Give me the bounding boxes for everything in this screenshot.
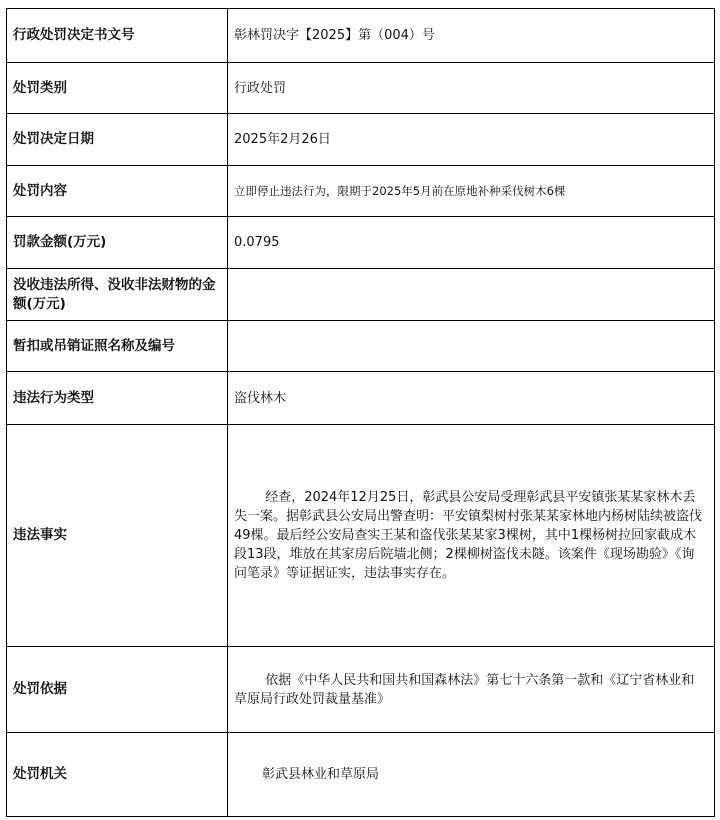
decision-number-label: 行政处罚决定书文号 <box>7 9 228 63</box>
table-row <box>7 647 715 733</box>
confiscation-amount-value <box>228 269 715 321</box>
penalty-type-value: 行政处罚 <box>228 63 715 114</box>
penalty-authority-text: 彰武县林业和草原局 <box>262 767 380 782</box>
decision-date-label: 处罚决定日期 <box>7 114 228 166</box>
penalty-authority-cell <box>228 733 715 817</box>
violation-facts-text: 经查，2024年12月25日，彰武县公安局受理彰武县平安镇张某某家林木丢失一案。据彰武县公安局出警查明：平安镇梨树村张某某家林地内杨树陆续被盗伐49棵。最后经公安局查实王某和盗伐张某某家3棵树，其中1棵杨树拉回家截成木段13段，堆放在其家房后院墙北侧；2棵柳树盗伐未隧。该案件《现场勘验》《询问笔录》等证据证实，违法事实存在。 <box>234 490 703 581</box>
table-row <box>7 63 715 114</box>
confiscation-amount-label: 没收违法所得、没收非法财物的金额(万元) <box>7 269 228 321</box>
penalty-basis-label: 处罚依据 <box>7 647 228 733</box>
penalty-basis-text: 依据《中华人民共和国共和国森林法》第七十六条第一款和《辽宁省林业和草原局行政处罚裁量基准》 <box>234 672 695 707</box>
table-row <box>7 217 715 269</box>
table-row <box>7 114 715 166</box>
license-suspension-value <box>228 321 715 372</box>
violation-facts-cell <box>228 425 715 647</box>
violation-type-label: 违法行为类型 <box>7 372 228 425</box>
fine-amount-label: 罚款金额(万元) <box>7 217 228 269</box>
fine-amount-value: 0.0795 <box>228 217 715 269</box>
violation-facts-label: 违法事实 <box>7 425 228 647</box>
table-row <box>7 321 715 372</box>
decision-number-value: 彰林罚决字【2025】第（004）号 <box>228 9 715 63</box>
penalty-content-value: 立即停止违法行为，限期于2025年5月前在原地补种采伐树木6棵 <box>228 166 715 217</box>
penalty-authority-label: 处罚机关 <box>7 733 228 817</box>
penalty-type-label: 处罚类别 <box>7 63 228 114</box>
penalty-basis-cell <box>228 647 715 733</box>
table-row <box>7 372 715 425</box>
violation-type-value: 盗伐林木 <box>228 372 715 425</box>
table-row <box>7 9 715 63</box>
license-suspension-label: 暂扣或吊销证照名称及编号 <box>7 321 228 372</box>
penalty-content-label: 处罚内容 <box>7 166 228 217</box>
table-row <box>7 166 715 217</box>
penalty-info-table <box>6 8 715 817</box>
table-row <box>7 733 715 817</box>
table-row <box>7 269 715 321</box>
table-row <box>7 425 715 647</box>
decision-date-value: 2025年2月26日 <box>228 114 715 166</box>
